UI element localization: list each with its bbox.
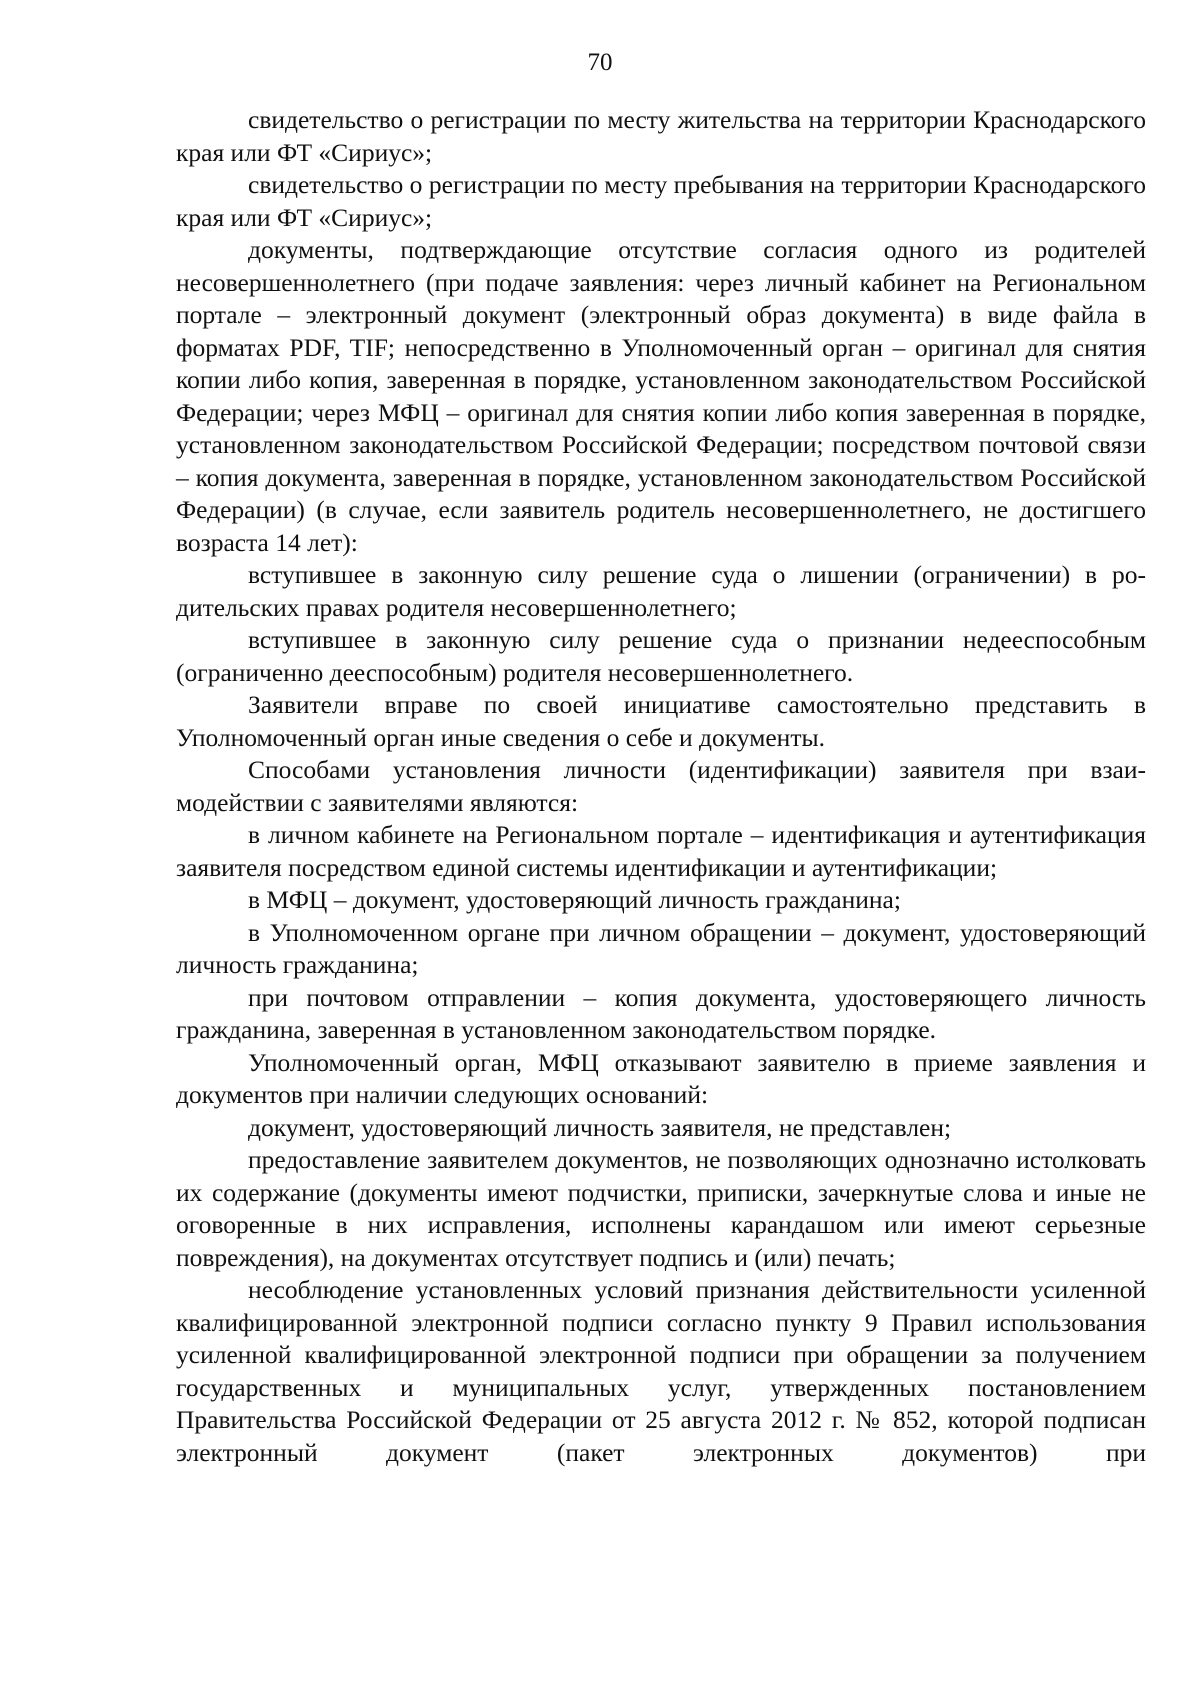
paragraph-residence-registration: свидетельство о регистрации по месту жительства на территории Краснодарского края или ФТ «Сириус»; xyxy=(176,105,1146,167)
paragraph-incapacity-ruling: вступившее в законную силу решение суда о признании недееспособным (ограниченно дееспособным) родителя несовершеннолетнего. xyxy=(176,625,1146,687)
paragraph-refusal-grounds: Уполномоченный орган, МФЦ отказывают заявителю в приеме заявления и документов при наличии следующих оснований: xyxy=(176,1047,1146,1109)
paragraph-portal-identification: в личном кабинете на Региональном портале – идентификация и аутентификация заявителя посредством единой системы идентификации и аутентификации; xyxy=(176,820,1146,882)
paragraph-no-identity-document: документ, удостоверяющий личность заявителя, не представлен; xyxy=(248,1112,952,1142)
paragraph-stay-registration: свидетельство о регистрации по месту пребывания на территории Краснодарского края или ФТ «Сириус»; xyxy=(176,170,1146,232)
document-body xyxy=(176,104,1146,1469)
paragraph-postal-identification: при почтовом отправлении – копия документа, удостоверяющего личность гражданина, заверенная в установленном законодательством порядке. xyxy=(176,982,1146,1044)
page-number: 70 xyxy=(587,49,613,76)
paragraph-mfc-identification: в МФЦ – документ, удостоверяющий личность гражданина; xyxy=(248,885,901,914)
paragraph-identification-methods: Способами установления личности (идентификации) заявителя при взаимодействии с заявителями являются: xyxy=(176,755,1146,817)
paragraph-ambiguous-documents: предоставление заявителем документов, не позволяющих однозначно истолковать их содержание (документы имеют подчистки, приписки, зачеркнутые слова и иные не оговоренные в них исправления, исполнены карандашом или имеют серьезные повреждения), на документах отсутствует подпись и (или) печать; xyxy=(176,1145,1146,1272)
paragraph-consent-absence-documents: документы, подтверждающие отсутствие согласия одного из родителей несовершеннолетнего (при подаче заявления: через личный кабинет на Региональном портале – электронный документ (электронный образ документа) в виде файла в форматах PDF, TIF; непосредственно в Уполномоченный орган – оригинал для снятия копии либо копия, заверенная в порядке, установленном законодательством Российской Федерации; через МФЦ – оригинал для снятия копии либо копия заверенная в порядке, установленном законодательством Российской Федерации; посредством почтовой связи – копия документа, заверенная в порядке, установленном законодательством Российской Федерации) (в случае, если заявитель родитель несовершеннолетнего, не достигшего возраста 14 лет): xyxy=(176,235,1146,557)
paragraph-authority-identification: в Уполномоченном органе при личном обращении – документ, удостоверяющий личность гражданина; xyxy=(176,917,1146,979)
paragraph-applicant-initiative: Заявители вправе по своей инициативе самостоятельно представить в Уполномоченный орган иные сведения о себе и документы. xyxy=(176,690,1146,752)
paragraph-deprivation-of-rights: вступившее в законную силу решение суда о лишении (ограничении) в родительских правах родителя несовершеннолетнего; xyxy=(176,560,1146,622)
paragraph-electronic-signature: несоблюдение установленных условий признания действительности усиленной квалифицированной электронной подписи согласно пункту 9 Правил использования усиленной квалифицированной электронной подписи при обращении за получением государственных и муниципальных услуг, утвержденных постановлением Правительства Российской Федерации от 25 августа 2012 г. № 852, которой подписан электронный документ (пакет электронных документов) при xyxy=(176,1275,1146,1467)
